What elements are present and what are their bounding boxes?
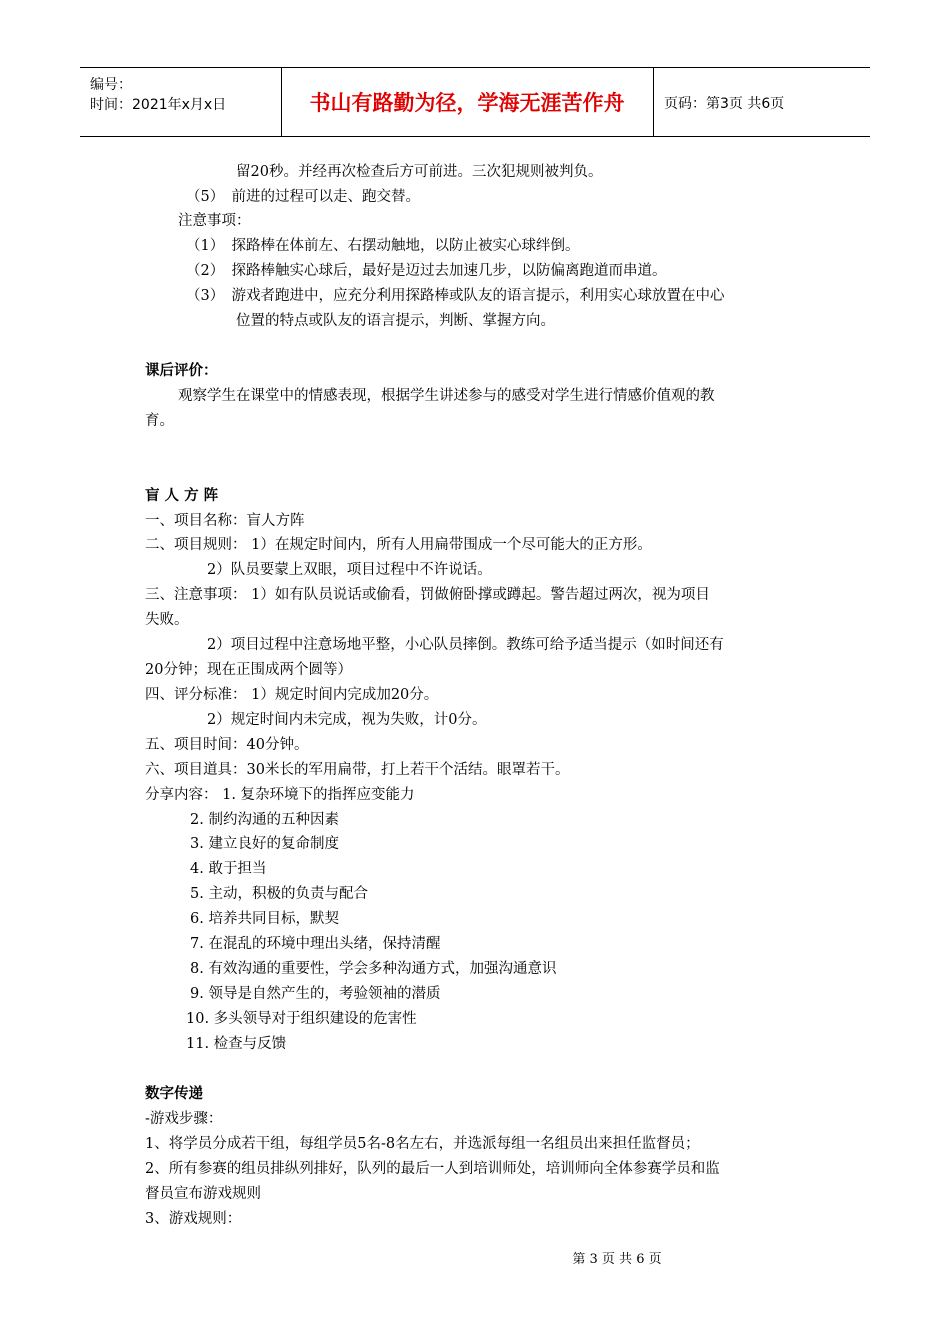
page-footer [0,1248,950,1267]
list-item: 4. 敢于担当 [190,861,267,877]
text-line: 留20秒。并经再次检查后方可前进。三次犯规则被判负。 [236,164,603,180]
page-header [80,67,870,137]
text-line: 二、项目规则： 1）在规定时间内，所有人用扁带围成一个尽可能大的正方形。 [145,537,652,553]
list-item: 2. 制约沟通的五种因素 [190,812,339,828]
text-line: 3、游戏规则： [145,1211,242,1227]
text-line: 五、项目时间：40分钟。 [145,737,309,753]
list-item: 9. 领导是自然产生的，考验领袖的潜质 [190,986,441,1002]
text-line: 2、所有参赛的组员排纵列排好，队列的最后一人到培训师处，培训师向全体参赛学员和监 [145,1161,720,1177]
section-heading: 盲 人 方 阵 [145,488,219,504]
text-line: 2）队员要蒙上双眼，项目过程中不许说话。 [207,562,492,578]
text-line: （3） 游戏者跑进中，应充分利用探路棒或队友的语言提示，利用实心球放置在中心 [186,288,725,304]
text-line: 注意事项： [178,213,251,229]
header-page-number: 页码：第3页 共6页 [664,96,785,112]
list-item: 11. 检查与反馈 [186,1036,287,1052]
text-line: 位置的特点或队友的语言提示，判断、掌握方向。 [236,313,555,329]
text-line: 2）项目过程中注意场地平整，小心队员摔倒。教练可给予适当提示（如时间还有 [207,637,724,653]
header-motto: 书山有路勤为径，学海无涯苦作舟 [309,91,625,115]
section-heading: 课后评价： [145,363,218,379]
list-item: 8. 有效沟通的重要性，学会多种沟通方式，加强沟通意识 [190,961,557,977]
text-line: -游戏步骤： [145,1111,223,1127]
header-divider [653,68,654,136]
text-line: 督员宣布游戏规则 [145,1186,261,1202]
list-item: 10. 多头领导对于组织建设的危害性 [186,1011,417,1027]
text-line: （1） 探路棒在体前左、右摆动触地，以防止被实心球绊倒。 [186,238,580,254]
text-line: 四、评分标准： 1）规定时间内完成加20分。 [145,687,439,703]
section-heading: 数字传递 [145,1086,203,1102]
code-label: 编号： [90,77,132,93]
text-line: （5） 前进的过程可以走、跑交替。 [186,189,420,205]
text-line: 一、项目名称：盲人方阵 [145,513,305,529]
text-line: 三、注意事项： 1）如有队员说话或偷看，罚做俯卧撑或蹲起。警告超过两次，视为项目 [145,587,710,603]
text-line: 失败。 [145,612,189,628]
footer-page-number: 第 3 页 共 6 页 [572,1252,662,1267]
text-line: 分享内容： 1. 复杂环境下的指挥应变能力 [145,787,415,803]
text-line: 观察学生在课堂中的情感表现，根据学生讲述参与的感受对学生进行情感价值观的教 [178,388,715,404]
list-item: 5. 主动，积极的负责与配合 [190,886,368,902]
text-line: 六、项目道具：30米长的军用扁带，打上若干个活结。眼罩若干。 [145,762,570,778]
text-line: 20分钟；现在正围成两个圆等） [145,662,352,678]
time-label: 时间：2021年x月x日 [90,97,227,113]
list-item: 6. 培养共同目标，默契 [190,911,339,927]
list-item: 3. 建立良好的复命制度 [190,836,339,852]
text-line: 2）规定时间内未完成，视为失败，计0分。 [207,712,487,728]
list-item: 7. 在混乱的环境中理出头绪，保持清醒 [190,936,441,952]
header-meta [80,68,280,136]
text-line: 1、将学员分成若干组，每组学员5名-8名左右，并选派每组一名组员出来担任监督员； [145,1136,700,1152]
text-line: 育。 [145,413,174,429]
text-line: （2） 探路棒触实心球后，最好是迈过去加速几步，以防偏离跑道而串道。 [186,263,667,279]
